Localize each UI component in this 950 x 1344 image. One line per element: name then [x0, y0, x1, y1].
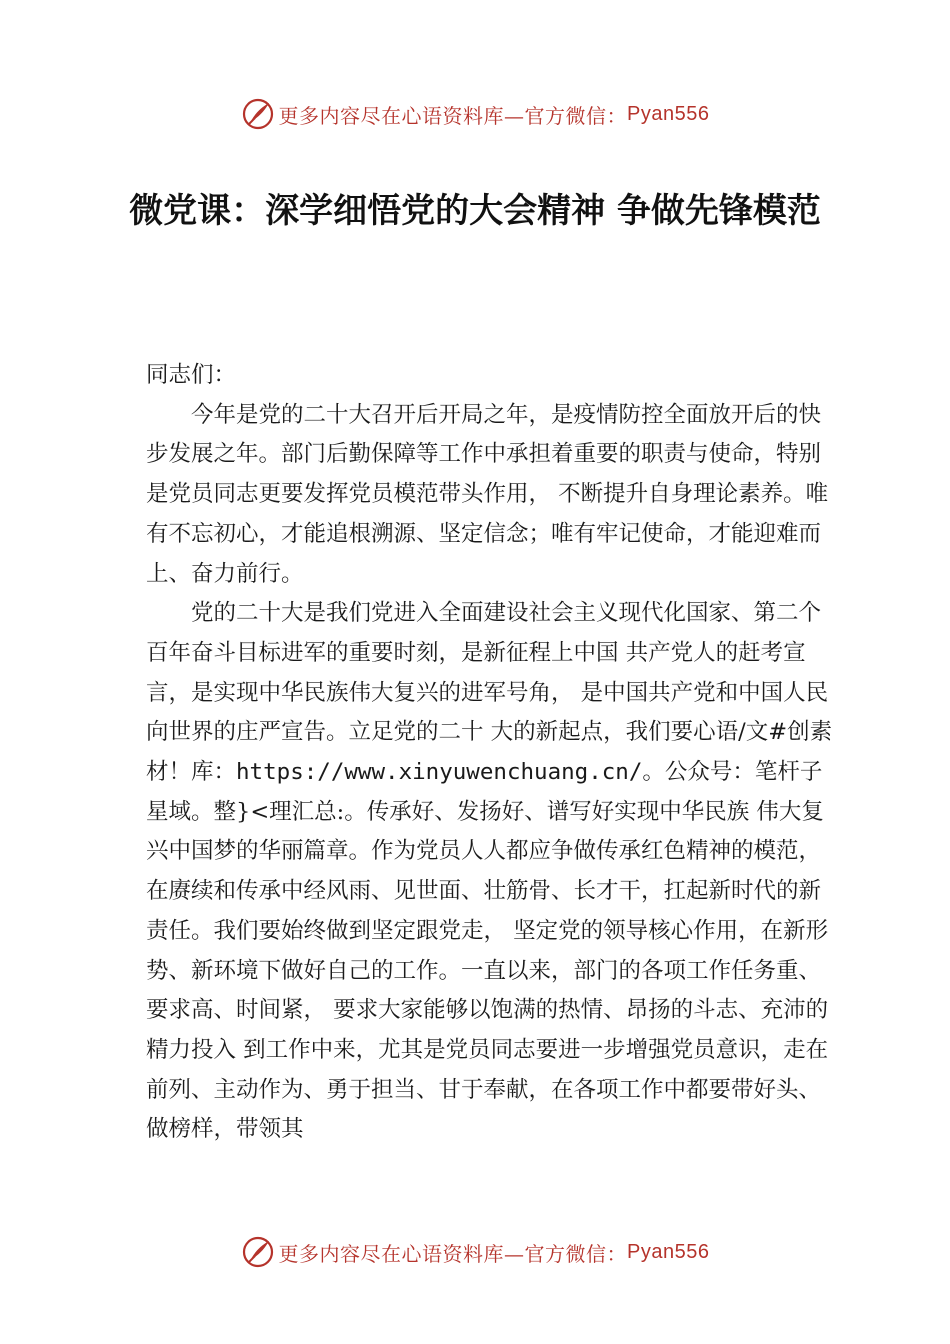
- paragraph-2-part-b: 。公众号：笔杆子星域。整}<理汇总:。传承好、发扬好、谱写好实现中华民族 伟大复兴中国梦的华丽篇章。作为党员人人都应争做传承红色精神的模范，在赓续和传承中经风雨、见世面、壮筋骨、长才干，扛起新时代的新责任。我们要始终做到坚定跟党走， 坚定党的领导核心作用，在新形势、新环境下做好自己的工作。一直以来，部门的各项工作任务重、要求高、时间紧， 要求大家能够以饱满的热情、昂扬的斗志、充沛的精力投入 到工作中来，尤其是党员同志要进一步增强党员意识，走在 前列、主动作为、勇于担当、甘于奉献，在各项工作中都要带好头、做榜样，带领其: [146, 759, 829, 1143]
- document-title: 微党课：深学细悟党的大会精神 争做先锋模范: [129, 191, 821, 231]
- paragraph-2: [146, 594, 836, 1150]
- header-banner: [0, 94, 950, 134]
- paragraph-2-part-a: 党的二十大是我们党进入全面建设社会主义现代化国家、第二个百年奋斗目标进军的重要时刻，是新征程上中国 共产党人的赶考宣言，是实现中华民族伟大复兴的进军号角， 是中国共产党和中国人民向世界的庄严宣告。立足党的二十 大的新起点，我们要心语/文#创素材！库：: [146, 600, 833, 786]
- banner-site-text: 更多内容尽在心语资料库—官方微信：: [278, 103, 628, 128]
- paragraph-1: 今年是党的二十大召开后开局之年，是疫情防控全面放开后的快步发展之年。部门后勤保障等工作中承担着重要的职责与使命，特别是党员同志更要发挥党员模范带头作用， 不断提升自身理论素养。唯有不忘初心，才能追根溯源、坚定信念；唯有牢记使命，才能迎难而上、奋力前行。: [146, 401, 829, 587]
- document-body: [146, 356, 836, 1150]
- banner-wechat-id: Pyan556: [627, 102, 710, 125]
- footer-banner: [0, 1232, 950, 1272]
- source-url-link[interactable]: https://www.xinyuwenchuang.cn/: [236, 759, 643, 786]
- feather-quill-logo-icon: [241, 97, 275, 131]
- feather-quill-logo-icon: [241, 1235, 275, 1269]
- banner-wechat-id: Pyan556: [627, 1240, 710, 1263]
- banner-site-text: 更多内容尽在心语资料库—官方微信：: [278, 1241, 628, 1266]
- greeting: 同志们：: [146, 362, 237, 388]
